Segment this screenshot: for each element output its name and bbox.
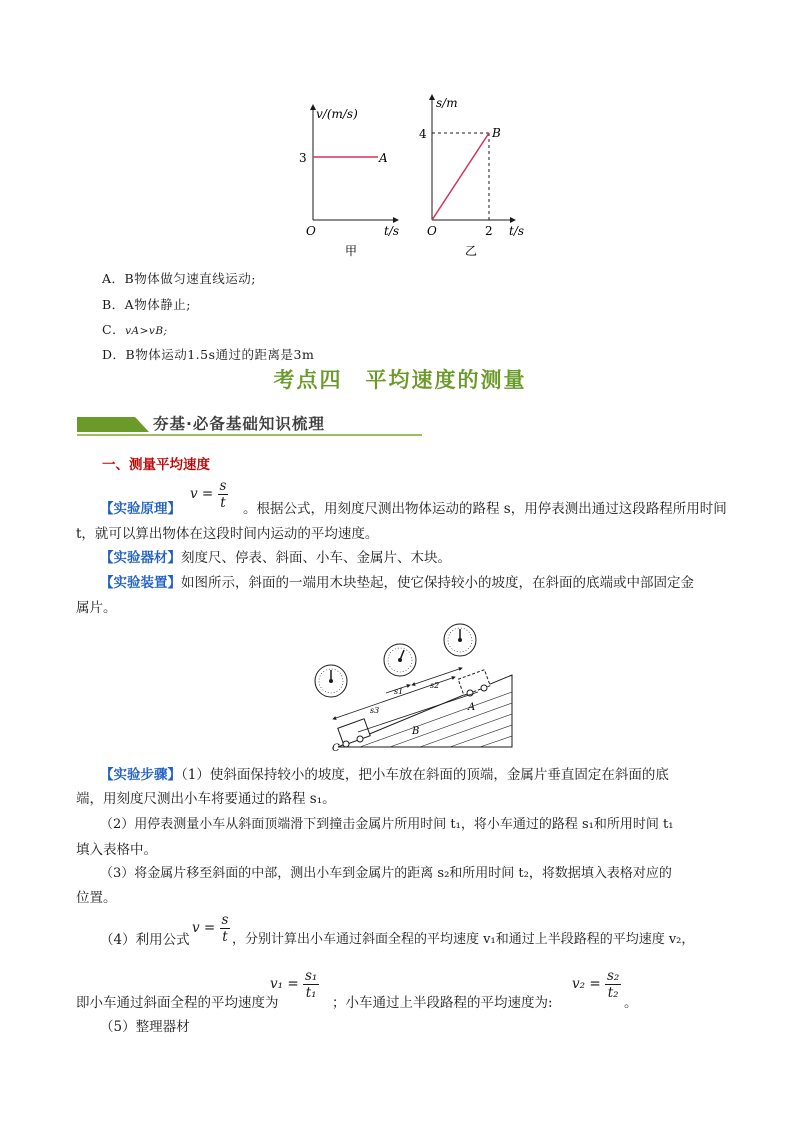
equipment-line xyxy=(100,548,451,568)
step4-formula-numerator: s xyxy=(221,912,229,928)
step4-formula-lhs: v = xyxy=(192,920,216,936)
car-at-top xyxy=(458,670,490,696)
formula-denominator: t xyxy=(220,495,226,511)
banner-text: 夯基·必备基础知识梳理 xyxy=(153,415,325,433)
y-axis-label: v/(m/s) xyxy=(316,107,358,121)
step2-text-1: （2）用停表测量小车从斜面顶端滑下到撞击金属片所用时间 t₁，将小车通过的路程 s₁和所用时间 t₁ xyxy=(100,817,674,832)
step5-text: （5）整理器材 xyxy=(100,1019,190,1035)
step1-text-2: 端，用刻度尺测出小车将要通过的路程 s₁。 xyxy=(76,791,336,807)
principle-text-1: 。根据公式，用刻度尺测出物体运动的路程 s，用停表测出通过这段路程所用时间 xyxy=(243,501,727,517)
incline-hatching xyxy=(360,692,512,747)
step4-end: 。 xyxy=(624,995,638,1011)
incline-apparatus-figure xyxy=(300,620,520,760)
option-c xyxy=(102,320,168,338)
graph-line-b xyxy=(432,133,489,220)
step3-text-1: （3）将金属片移至斜面的中部，测出小车到金属片的距离 s₂和所用时间 t₂，将数据填入表格对应的 xyxy=(100,866,672,881)
y-axis-label: s/m xyxy=(436,96,458,110)
v1-lhs: v₁ = xyxy=(270,976,299,992)
v2-denominator: t₂ xyxy=(607,985,619,1001)
x-tick-label: 2 xyxy=(485,224,493,238)
step1-line-1 xyxy=(100,765,669,785)
origin-label: O xyxy=(427,224,437,238)
step4-line-1 xyxy=(100,930,196,950)
section-title: 考点四 平均速度的测量 xyxy=(273,368,527,392)
step2-text-2: 填入表格中。 xyxy=(76,842,157,858)
v2-numerator: s₂ xyxy=(606,968,620,984)
setup-text-2: 属片。 xyxy=(76,600,117,616)
label-s3: s3 xyxy=(370,706,380,715)
knowledge-banner xyxy=(77,410,422,435)
y-tick-label: 3 xyxy=(299,151,307,165)
option-b: B．A物体静止; xyxy=(102,297,191,312)
step4-formula-fraction xyxy=(220,912,231,945)
setup-line-1 xyxy=(100,573,694,593)
point-label-b: B xyxy=(492,126,501,140)
principle-text-2: t，就可以算出物体在这段时间内运动的平均速度。 xyxy=(76,526,379,542)
equipment-text: 刻度尺、停表、斜面、小车、金属片、木块。 xyxy=(181,550,451,566)
formula-numerator: s xyxy=(219,478,227,494)
step1-text-1: （1）使斜面保持较小的坡度，把小车放在斜面的顶端，金属片垂直固定在斜面的底 xyxy=(181,767,669,783)
point-label-a: A xyxy=(379,151,388,165)
v1-numerator: s₁ xyxy=(304,968,318,984)
v2-lhs: v₂ = xyxy=(572,976,601,992)
banner-bar xyxy=(77,417,135,432)
banner-underline xyxy=(77,434,422,436)
step4-formula xyxy=(192,912,230,945)
label-c: C xyxy=(332,743,340,754)
graph-caption-jia: 甲 xyxy=(345,244,358,258)
option-c-formula: vA>vB; xyxy=(125,325,168,337)
label-a: A xyxy=(468,702,476,713)
stopwatch-icon xyxy=(384,644,416,676)
option-c-prefix: C． xyxy=(102,322,126,337)
formula-lhs: v = xyxy=(190,486,214,502)
step3-text-2: 位置。 xyxy=(76,890,117,906)
car-at-bottom xyxy=(338,719,370,747)
v2-fraction xyxy=(605,968,621,1001)
sub-heading: 一、测量平均速度 xyxy=(102,457,210,473)
step4-formula-denominator: t xyxy=(222,929,228,945)
option-d: D．B物体运动1.5s通过的距离是3m xyxy=(102,347,315,362)
step4-line-2b: ；小车通过上半段路程的平均速度为: xyxy=(332,995,553,1011)
x-axis-label: t/s xyxy=(384,224,400,238)
label-s2: s2 xyxy=(430,681,440,690)
label-s1: s1 xyxy=(394,687,404,696)
y-tick-label: 4 xyxy=(419,127,427,141)
label-b: B xyxy=(412,726,420,737)
setup-tag: 【实验装置】 xyxy=(100,575,181,591)
principle-tag: 【实验原理】 xyxy=(100,501,181,517)
option-a: A．B物体做匀速直线运动; xyxy=(102,271,256,286)
v1-denominator: t₁ xyxy=(305,985,317,1001)
graph-caption-yi: 乙 xyxy=(465,244,478,258)
st-graph-yi xyxy=(415,85,540,265)
steps-tag: 【实验步骤】 xyxy=(100,767,181,783)
step4-prefix: （4）利用公式 xyxy=(100,932,190,948)
vt-graph-jia xyxy=(290,95,415,265)
x-axis-label: t/s xyxy=(509,224,525,238)
setup-text-1: 如图所示，斜面的一端用木块垫起，使它保持较小的坡度，在斜面的底端或中部固定金 xyxy=(181,575,694,591)
v1-fraction xyxy=(303,968,319,1001)
stopwatch-icon xyxy=(444,624,476,656)
v2-formula xyxy=(572,968,621,1001)
principle-line-1 xyxy=(100,499,727,519)
stopwatch-icon xyxy=(315,665,347,697)
banner-arrow xyxy=(135,417,149,432)
step4-line-2a: 即小车通过斜面全程的平均速度为 xyxy=(76,995,279,1011)
origin-label: O xyxy=(306,224,316,238)
step4-text: ，分别计算出小车通过斜面全程的平均速度 v₁和通过上半段路程的平均速度 v₂， xyxy=(232,932,695,947)
equipment-tag: 【实验器材】 xyxy=(100,550,181,566)
